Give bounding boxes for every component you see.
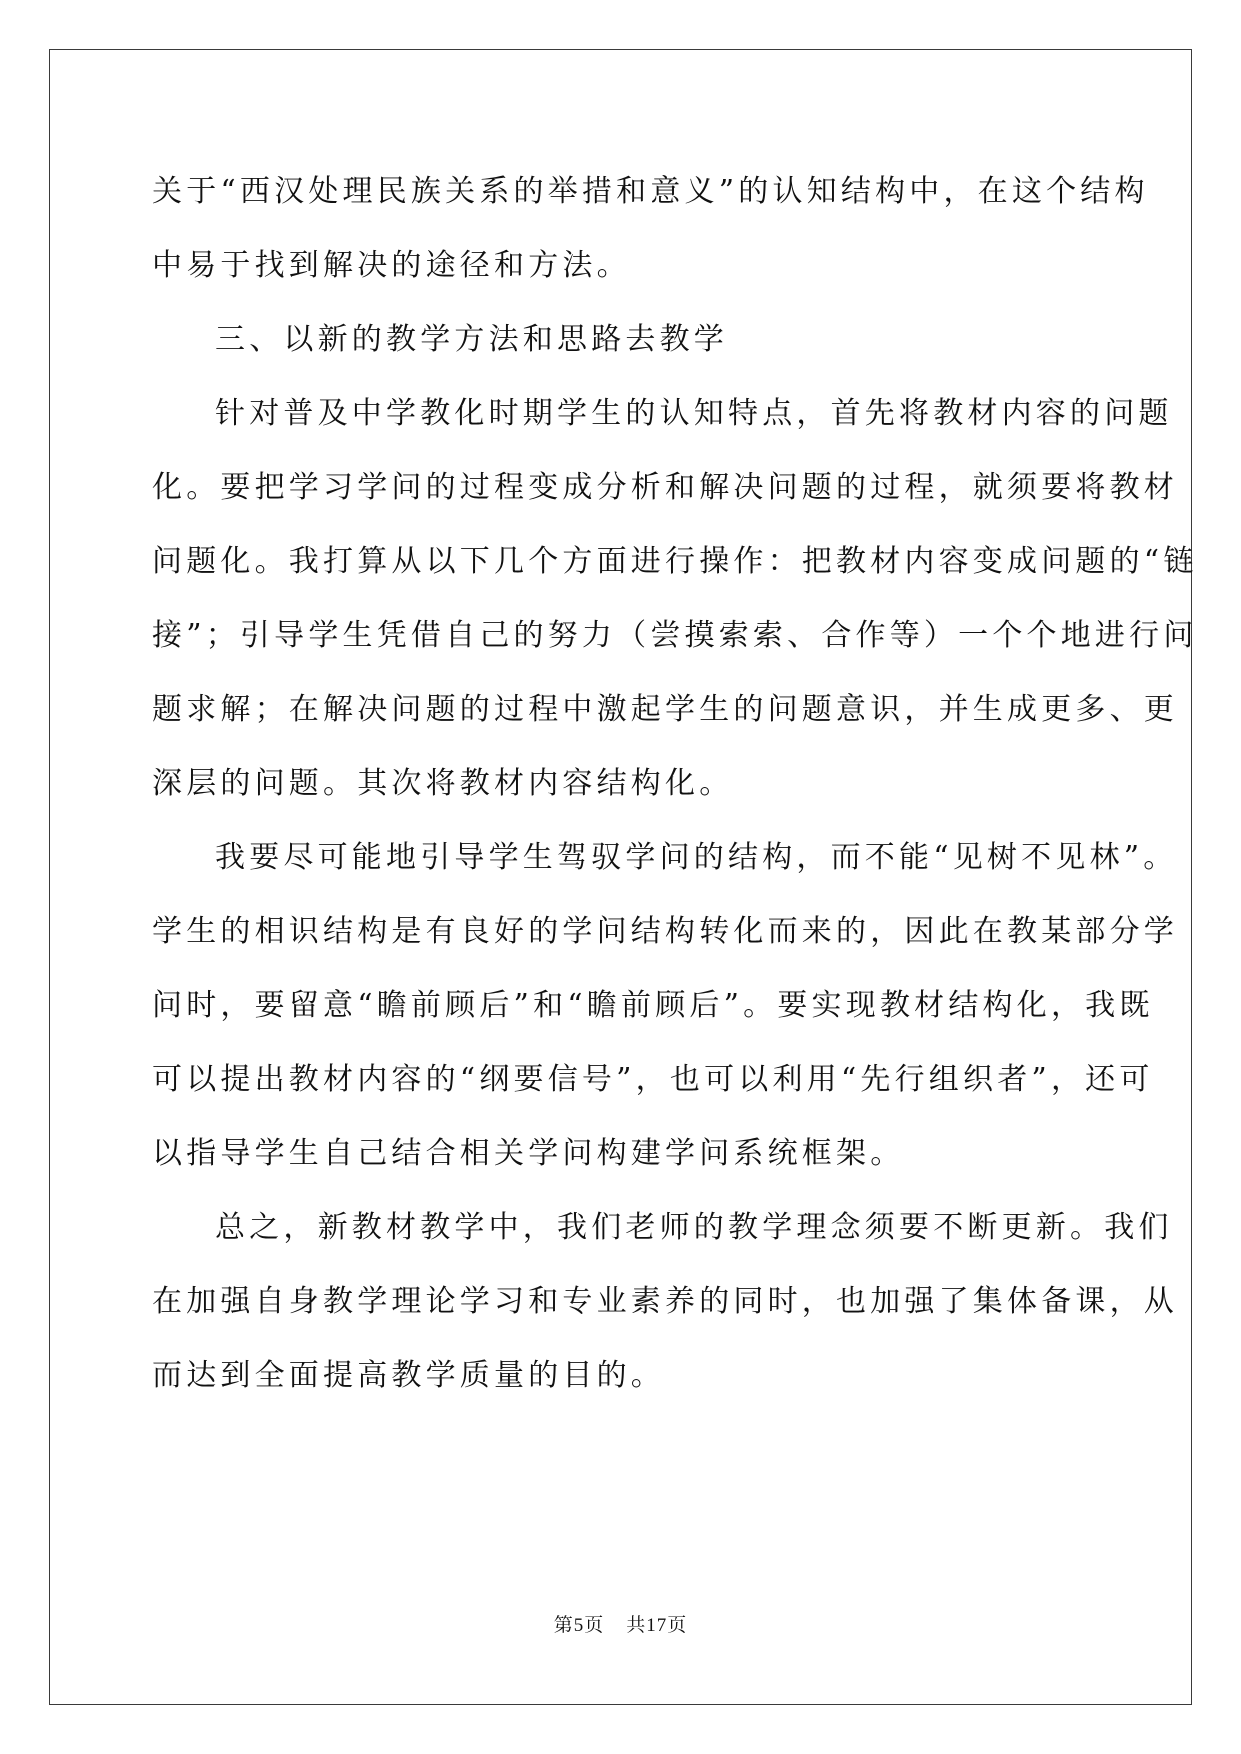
body-text-line: 关于“西汉处理民族关系的举措和意义”的认知结构中，在这个结构 — [152, 174, 1149, 209]
page-number: 第5页 — [553, 1615, 605, 1636]
body-text-line: 总之，新教材教学中，我们老师的教学理念须要不断更新。我们 — [215, 1210, 1173, 1245]
body-text-line: 可以提出教材内容的“纲要信号”，也可以利用“先行组织者”，还可 — [152, 1062, 1154, 1097]
body-text-line: 化。要把学习学问的过程变成分析和解决问题的过程，就须要将教材 — [152, 470, 1178, 505]
body-text-line: 我要尽可能地引导学生驾驭学问的结构，而不能“见树不见林”。 — [215, 840, 1178, 875]
body-text-line: 问题化。我打算从以下几个方面进行操作：把教材内容变成问题的“链 — [152, 544, 1198, 579]
page-footer — [0, 1614, 1241, 1638]
body-text-line: 接”；引导学生凭借自己的努力（尝摸索索、合作等）一个个地进行问 — [152, 618, 1198, 653]
body-text-line: 题求解；在解决问题的过程中激起学生的问题意识，并生成更多、更 — [152, 692, 1178, 727]
body-text-line: 针对普及中学教化时期学生的认知特点，首先将教材内容的问题 — [215, 396, 1173, 431]
body-text-line: 深层的问题。其次将教材内容结构化。 — [152, 766, 734, 801]
body-text-line: 而达到全面提高教学质量的目的。 — [152, 1358, 665, 1393]
body-text-line: 以指导学生自己结合相关学问构建学问系统框架。 — [152, 1136, 905, 1171]
body-text-line: 问时，要留意“瞻前顾后”和“瞻前顾后”。要实现教材结构化，我既 — [152, 988, 1154, 1023]
body-text-line: 中易于找到解决的途径和方法。 — [152, 248, 631, 283]
body-text-line: 学生的相识结构是有良好的学问结构转化而来的，因此在教某部分学 — [152, 914, 1178, 949]
body-text-line: 在加强自身教学理论学习和专业素养的同时，也加强了集体备课，从 — [152, 1284, 1178, 1319]
page-total: 共17页 — [626, 1615, 688, 1636]
section-heading: 三、以新的教学方法和思路去教学 — [215, 322, 728, 357]
